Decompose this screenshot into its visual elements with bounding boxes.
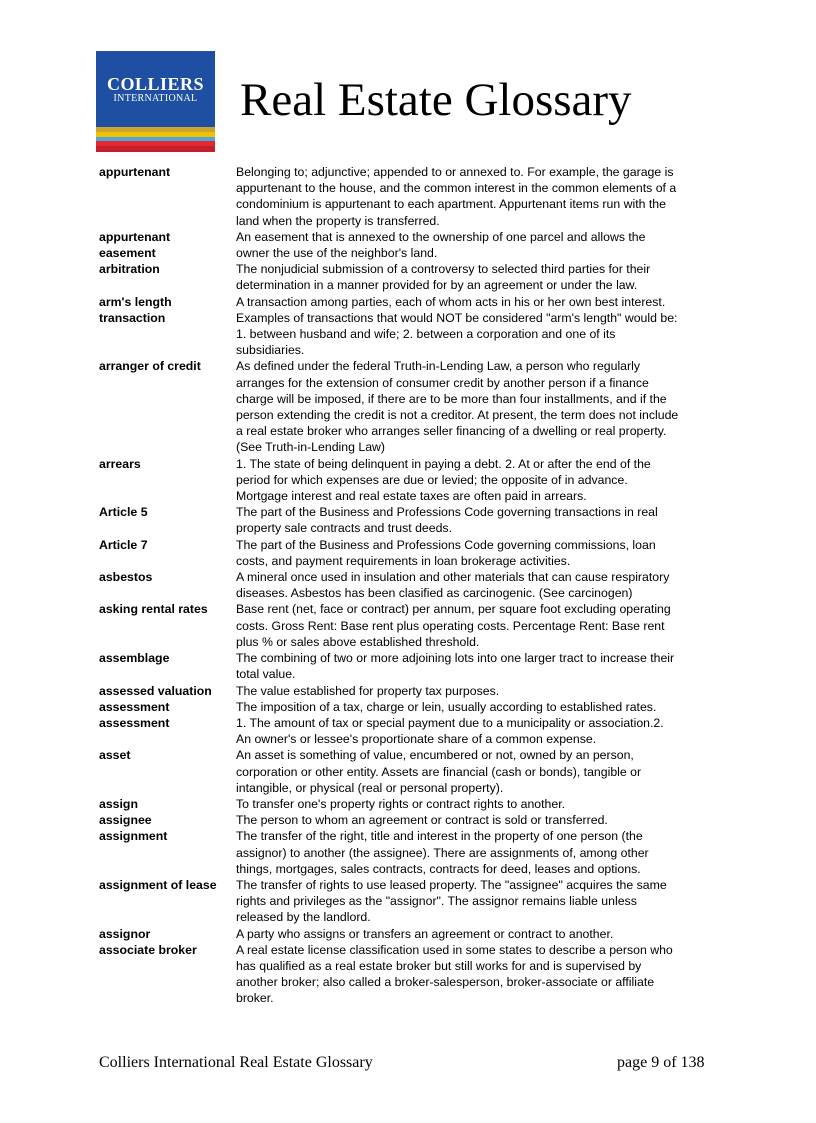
glossary-entry	[99, 747, 719, 796]
glossary-term: assessed valuation	[99, 683, 212, 698]
glossary-entry	[99, 683, 719, 699]
glossary-entry	[99, 601, 719, 650]
glossary-term: assignor	[99, 926, 151, 941]
footer-page-number: page 9 of 138	[617, 1054, 705, 1071]
glossary-entry	[99, 537, 719, 569]
glossary-definition: 1. The state of being delinquent in paying a debt. 2. At or after the end of the period for which expenses are due or levied; the opposite of in advance. Mortgage interest and real estate taxes are often paid in arrears.	[236, 456, 651, 504]
glossary-definition: The transfer of the right, title and interest in the property of one person (the assignor) to another (the assignee). There are assignments of, among other things, mortgages, sales contracts, contracts for deed, leases and options.	[236, 829, 649, 876]
glossary-term: assignment of lease	[99, 877, 217, 892]
glossary-entry	[99, 229, 719, 261]
glossary-definition: A transaction among parties, each of whom acts in his or her own best interest. Examples of transactions that would NOT be considered "arm's length" would be: 1. between husband and wife; 2. between a corporation and one of its subsidiaries.	[236, 294, 678, 358]
glossary-entry	[99, 650, 719, 682]
glossary-definition: The transfer of rights to use leased property. The "assignee" acquires the same rights and privileges as the "assignor". The assignor remains liable unless released by the landlord.	[236, 877, 667, 925]
glossary-definition: The part of the Business and Professions Code governing transactions in real property sale contracts and trust deeds.	[236, 505, 658, 536]
glossary-definition: An easement that is annexed to the ownership of one parcel and allows the owner the use of the neighbor's land.	[236, 229, 646, 261]
logo-subtitle: INTERNATIONAL	[113, 93, 198, 104]
glossary-entry	[99, 569, 719, 601]
glossary-term: appurtenant	[99, 165, 171, 179]
glossary-entry	[99, 877, 719, 926]
glossary-definition: The value established for property tax purposes.	[236, 683, 500, 698]
glossary-entry	[99, 164, 719, 229]
glossary-entry	[99, 456, 719, 505]
glossary-term: associate broker	[99, 942, 197, 957]
glossary-term: asking rental rates	[99, 602, 208, 617]
glossary-definition: A party who assigns or transfers an agreement or contract to another.	[236, 926, 614, 941]
glossary-term: arranger of credit	[99, 359, 201, 374]
glossary-term: Article 5	[99, 505, 148, 520]
glossary-entry	[99, 294, 719, 359]
glossary-definition: The part of the Business and Professions Code governing commissions, loan costs, and payment requirements in loan brokerage activities.	[236, 537, 656, 568]
glossary-term: assignee	[99, 813, 152, 828]
glossary-entry	[99, 715, 719, 747]
colliers-logo	[96, 51, 215, 152]
glossary-entry	[99, 699, 719, 715]
glossary-term: assign	[99, 796, 138, 811]
glossary-term: appurtenant easement	[99, 229, 171, 261]
glossary-definition: A real estate license classification used in some states to describe a person who has qualified as a real estate broker but still works for and is supervised by another broker; also called a broker-salesperson, broker-associate or affiliate broker.	[236, 942, 673, 1006]
glossary-term: assignment	[99, 829, 168, 844]
glossary-entry	[99, 796, 719, 812]
glossary-entry	[99, 926, 719, 942]
glossary-definition: 1. The amount of tax or special payment due to a municipality or association.2. An owner's or lessee's proportionate share of a common expense.	[236, 715, 664, 747]
glossary-term: arbitration	[99, 262, 160, 277]
glossary-term: asbestos	[99, 570, 153, 585]
glossary-term: arrears	[99, 456, 141, 471]
glossary-definition: Belonging to; adjunctive; appended to or annexed to. For example, the garage is appurtenant to the house, and the common interest in the common elements of a condominium is appurtenant to each apartment. Appurtenant items run with the land when the property is transferred.	[236, 165, 677, 228]
glossary-term: assessment	[99, 699, 170, 714]
glossary-list	[99, 164, 719, 1007]
glossary-term: assessment	[99, 715, 170, 730]
glossary-term: arm's length transaction	[99, 294, 172, 325]
glossary-entry	[99, 812, 719, 828]
glossary-definition: An asset is something of value, encumbered or not, owned by an person, corporation or other entity. Assets are financial (cash or bonds), tangible or intangible, or physical (real or personal property).	[236, 748, 642, 795]
glossary-term: Article 7	[99, 537, 148, 552]
glossary-entry	[99, 504, 719, 536]
glossary-definition: As defined under the federal Truth-in-Lending Law, a person who regularly arranges for the extension of consumer credit by another person if a finance charge will be imposed, if there are to be more than four installments, and if the person extending the credit is not a creditor. At present, the term does not include a real estate broker who arranges seller financing of a dwelling or real property. (See Truth-in-Lending Law)	[236, 359, 679, 455]
page-title: Real Estate Glossary	[240, 74, 632, 126]
glossary-definition: The combining of two or more adjoining lots into one larger tract to increase their total value.	[236, 651, 675, 682]
glossary-entry	[99, 358, 719, 455]
glossary-definition: A mineral once used in insulation and other materials that can cause respiratory diseases. Asbestos has been clasified as carcinogenic. (See carcinogen)	[236, 570, 670, 601]
logo-wordmark: COLLIERS	[106, 74, 205, 94]
glossary-entry	[99, 828, 719, 877]
glossary-term: assemblage	[99, 651, 170, 666]
glossary-definition: Base rent (net, face or contract) per annum, per square foot excluding operating costs. Gross Rent: Base rent plus operating costs. Percentage Rent: Base rent plus % or sales above established threshold.	[236, 602, 671, 649]
glossary-definition: The nonjudicial submission of a controversy to selected third parties for their determination in a manner provided for by an agreement or under the law.	[236, 262, 651, 293]
logo-stripe-darkred	[96, 146, 215, 152]
glossary-entry	[99, 261, 719, 293]
glossary-term: asset	[99, 748, 131, 763]
glossary-definition: To transfer one's property rights or contract rights to another.	[236, 796, 566, 811]
glossary-entry	[99, 942, 719, 1007]
glossary-definition: The person to whom an agreement or contract is sold or transferred.	[236, 813, 608, 828]
glossary-definition: The imposition of a tax, charge or lein, usually according to established rates.	[236, 699, 657, 714]
footer-document-title: Colliers International Real Estate Glossary	[99, 1054, 373, 1071]
